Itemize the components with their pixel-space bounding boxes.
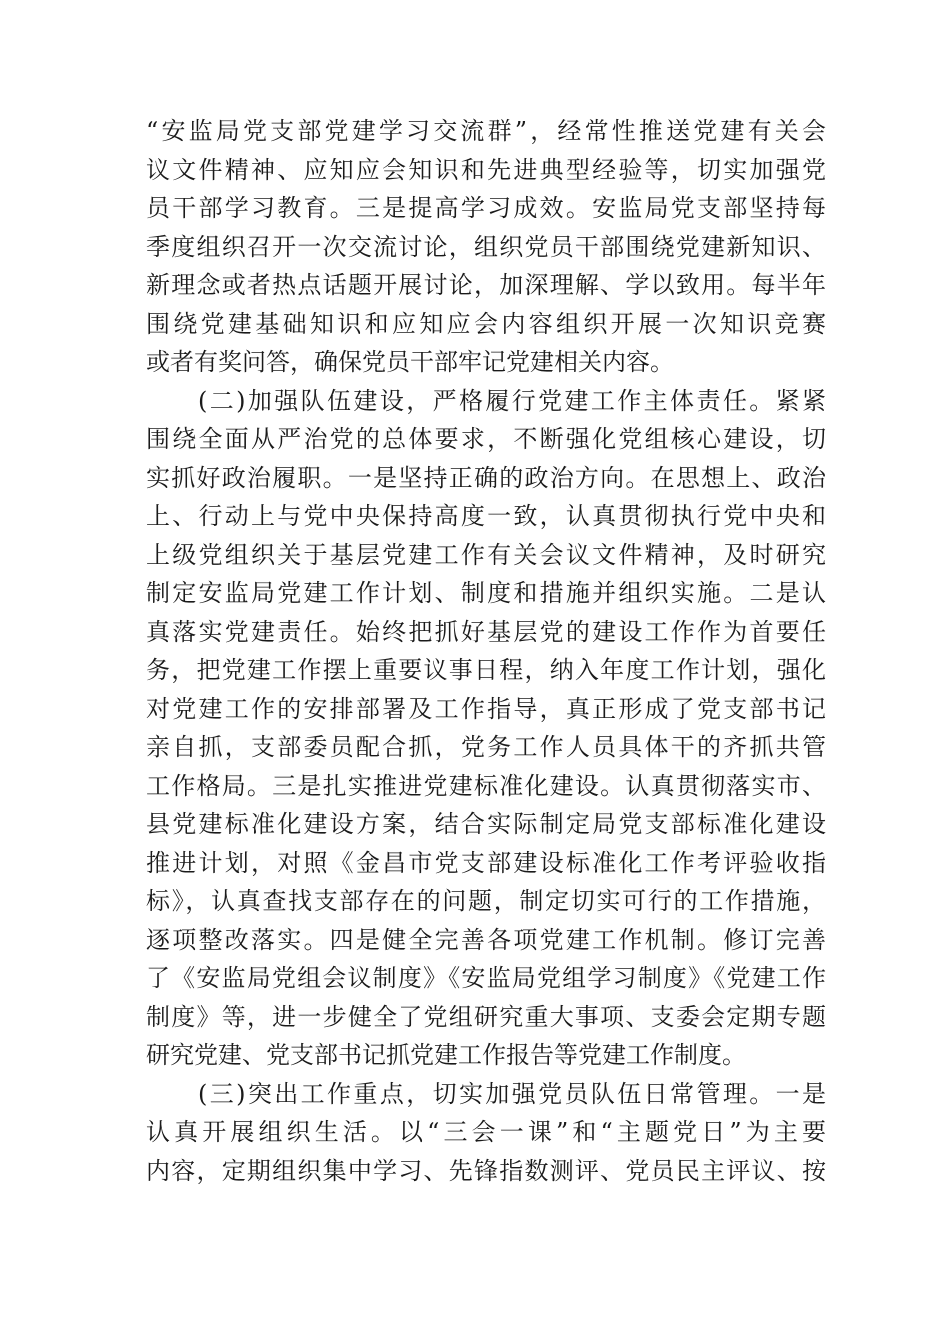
- text-line: 员干部学习教育。三是提高学习成效。安监局党支部坚持每: [146, 194, 826, 222]
- text-line: 内容，定期组织集中学习、先锋指数测评、党员民主评议、按: [146, 1156, 826, 1185]
- text-line: 议文件精神、应知应会知识和先进典型经验等，切实加强党: [146, 155, 826, 184]
- text-line: 围绕党建基础知识和应知应会内容组织开展一次知识竞赛: [146, 309, 826, 338]
- text-line: 推进计划，对照《金昌市党支部建设标准化工作考评验收指: [146, 848, 826, 877]
- document-body-text: [146, 112, 826, 1190]
- text-line: 围绕全面从严治党的总体要求，不断强化党组核心建设，切: [146, 425, 826, 453]
- text-line: 季度组织召开一次交流讨论，组织党员干部围绕党建新知识、: [146, 232, 826, 261]
- paragraph-heading-line: (三)突出工作重点，切实加强党员队伍日常管理。一是: [198, 1079, 826, 1108]
- text-line: 制度》等，进一步健全了党组研究重大事项、支委会定期专题: [146, 1002, 826, 1031]
- text-line: 真落实党建责任。始终把抓好基层党的建设工作作为首要任: [146, 617, 826, 646]
- text-line: 实抓好政治履职。一是坚持正确的政治方向。在思想上、政治: [146, 463, 826, 492]
- text-line: 认真开展组织生活。以“三会一课”和“主题党日”为主要: [146, 1118, 826, 1146]
- text-line: 研究党建、党支部书记抓党建工作报告等党建工作制度。: [146, 1041, 746, 1069]
- text-line: 工作格局。三是扎实推进党建标准化建设。认真贯彻落实市、: [146, 771, 826, 800]
- text-line: 县党建标准化建设方案，结合实际制定局党支部标准化建设: [146, 810, 826, 838]
- text-line: 务，把党建工作摆上重要议事日程，纳入年度工作计划，强化: [146, 656, 826, 684]
- text-line: 上级党组织关于基层党建工作有关会议文件精神，及时研究: [146, 540, 826, 569]
- text-line: 标》，认真查找支部存在的问题，制定切实可行的工作措施，: [146, 887, 826, 915]
- text-line: 制定安监局党建工作计划、制度和措施并组织实施。二是认: [146, 579, 826, 607]
- text-line: 了《安监局党组会议制度》《安监局党组学习制度》《党建工作: [146, 964, 826, 992]
- text-line: 亲自抓，支部委员配合抓，党务工作人员具体干的齐抓共管: [146, 733, 826, 761]
- paragraph-heading-line: (二)加强队伍建设，严格履行党建工作主体责任。紧紧: [198, 386, 826, 415]
- text-line: 新理念或者热点话题开展讨论，加深理解、学以致用。每半年: [146, 271, 826, 299]
- text-line: 逐项整改落实。四是健全完善各项党建工作机制。修订完善: [146, 925, 826, 954]
- text-line: 上、行动上与党中央保持高度一致，认真贯彻执行党中央和: [146, 502, 826, 530]
- text-line: 或者有奖问答，确保党员干部牢记党建相关内容。: [146, 348, 674, 376]
- text-line: “安监局党支部党建学习交流群”，经常性推送党建有关会: [146, 117, 826, 145]
- text-line: 对党建工作的安排部署及工作指导，真正形成了党支部书记: [146, 694, 826, 723]
